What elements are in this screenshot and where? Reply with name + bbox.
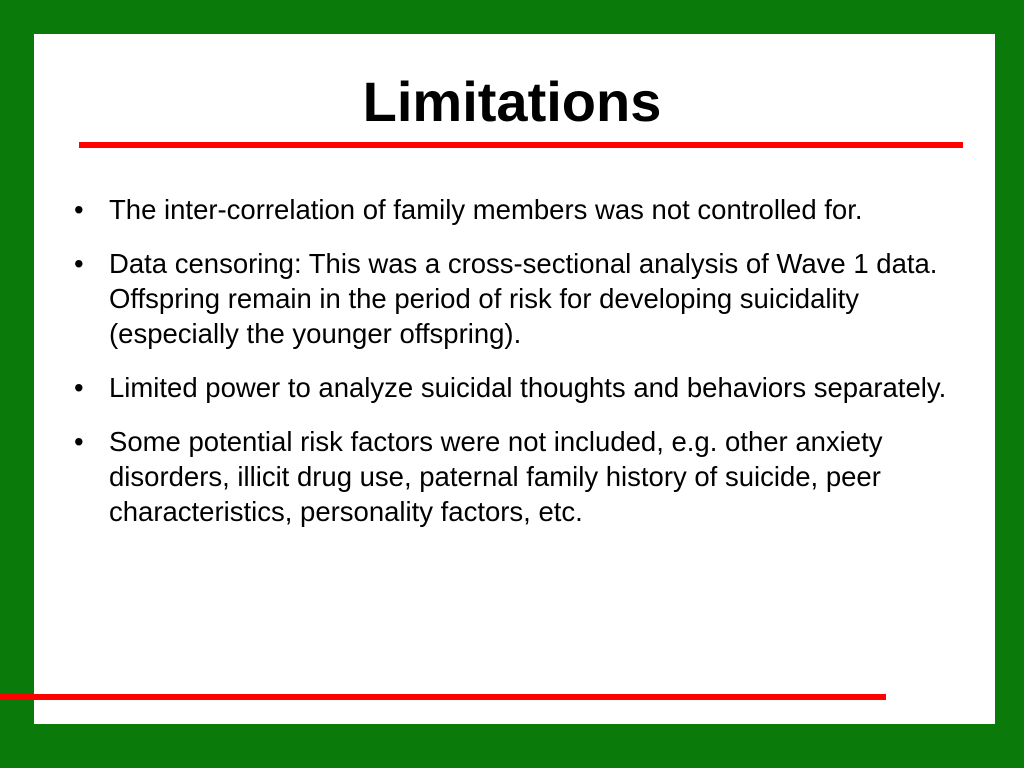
bullet-item	[68, 424, 968, 529]
bullet-item	[68, 192, 968, 227]
title-underline-rule	[79, 142, 963, 148]
bullet-text: Limited power to analyze suicidal thoughts and behaviors separately.	[109, 372, 947, 403]
bullet-item	[68, 246, 968, 351]
bullet-dot-icon: •	[74, 372, 84, 403]
bullet-text: The inter-correlation of family members was not controlled for.	[109, 194, 863, 225]
bullet-list	[68, 192, 968, 548]
bullet-text: Data censoring: This was a cross-sectional analysis of Wave 1 data. Offspring remain in the period of risk for developing suicidality (especially the younger offspring).	[109, 248, 938, 349]
slide-title: Limitations	[362, 70, 662, 133]
bullet-dot-icon: •	[74, 426, 84, 457]
bullet-text: Some potential risk factors were not included, e.g. other anxiety disorders, illicit drug use, paternal family history of suicide, peer characteristics, personality factors, etc.	[109, 426, 883, 527]
bullet-dot-icon: •	[74, 248, 84, 279]
bottom-accent-rule	[0, 694, 886, 700]
bullet-dot-icon: •	[74, 194, 84, 225]
bullet-item	[68, 370, 968, 405]
